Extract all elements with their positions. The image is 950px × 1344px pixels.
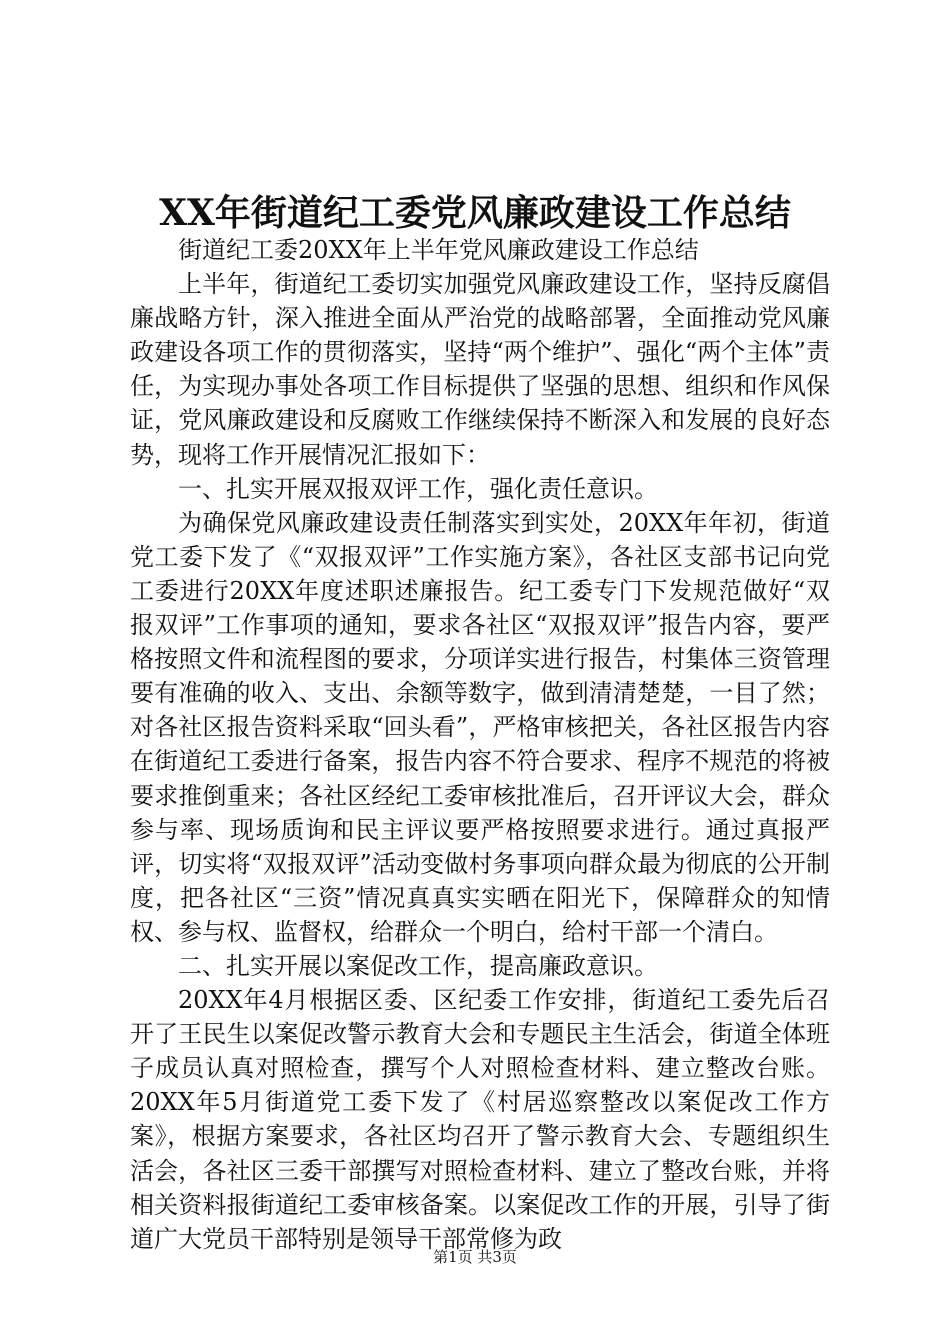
subtitle-paragraph: 街道纪工委20XX年上半年党风廉政建设工作总结 (178, 236, 699, 264)
document-body (130, 233, 830, 1256)
intro-paragraph: 上半年，街道纪工委切实加强党风廉政建设工作，坚持反腐倡廉战略方针，深入推进全面从严治党的战略部署，全面推动党风廉政建设各项工作的贯彻落实，坚持“两个维护”、强化“两个主体”责任，为实现办事处各项工作目标提供了坚强的思想、组织和作风保证，党风廉政建设和反腐败工作继续保持不断深入和发展的良好态势，现将工作开展情况汇报如下： (130, 270, 830, 469)
section-heading-2: 二、扎实开展以案促改工作，提高廉政意识。 (178, 951, 658, 980)
section-1-paragraph: 为确保党风廉政建设责任制落实到实处，20XX年年初，街道党工委下发了《“双报双评”工作实施方案》，各社区支部书记向党工委进行20XX年度述职述廉报告。纪工委专门下发规范做好“双报双评”工作事项的通知，要求各社区“双报双评”报告内容，要严格按照文件和流程图的要求，分项详实进行报告，村集体三资管理要有准确的收入、支出、余额等数字，做到清清楚楚，一目了然；对各社区报告资料采取“回头看”，严格审核把关，各社区报告内容在街道纪工委进行备案，报告内容不符合要求、程序不规范的将被要求推倒重来；各社区经纪工委审核批准后，召开评议大会，群众参与率、现场质询和民主评议要严格按照要求进行。通过真报严评，切实将“双报双评”活动变做村务事项向群众最为彻底的公开制度，把各社区“三资”情况真真实实晒在阳光下，保障群众的知情权、参与权、监督权，给群众一个明白，给村干部一个清白。 (130, 508, 830, 946)
section-heading-1: 一、扎实开展双报双评工作，强化责任意识。 (178, 474, 658, 503)
section-2-paragraph: 20XX年4月根据区委、区纪委工作安排，街道纪工委先后召开了王民生以案促改警示教育大会和专题民主生活会，街道全体班子成员认真对照检查，撰写个人对照检查材料、建立整改台账。20XX年5月街道党工委下发了《村居巡察整改以案促改工作方案》，根据方案要求，各社区均召开了警示教育大会、专题组织生活会，各社区三委干部撰写对照检查材料、建立了整改台账，并将相关资料报街道纪工委审核备案。以案促改工作的开展，引导了街道广大党员干部特别是领导干部常修为政 (130, 986, 830, 1253)
page-title: XX年街道纪工委党风廉政建设工作总结 (159, 192, 791, 234)
page-footer: 第1页 共3页 (433, 1248, 517, 1266)
